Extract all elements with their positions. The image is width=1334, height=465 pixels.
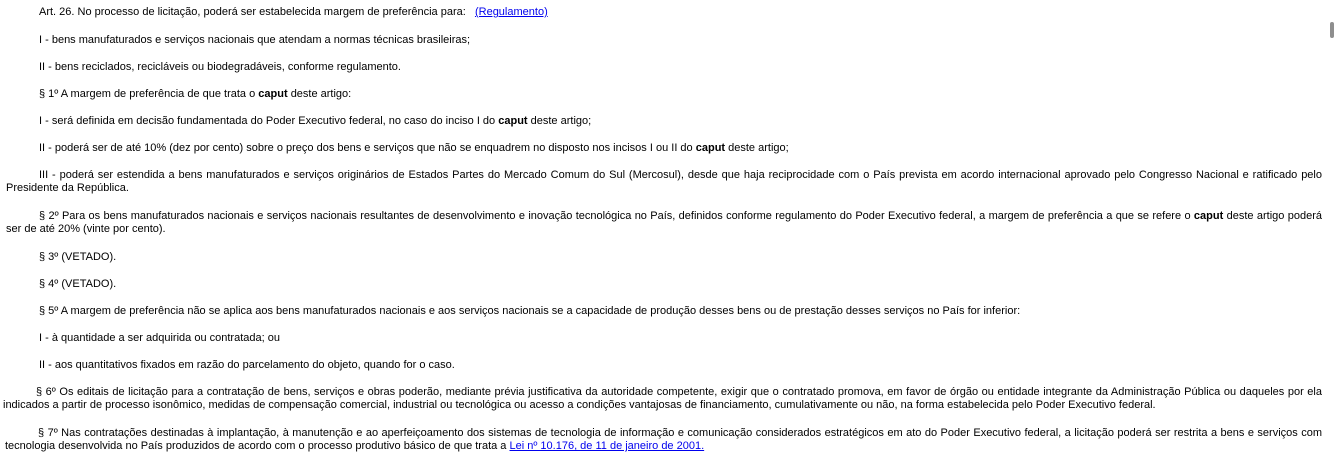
paragraph-4: § 4º (VETADO).: [39, 278, 117, 290]
paragraph-1-inciso-ii-tail: deste artigo;: [728, 142, 789, 154]
paragraph-5-inciso-i: I - à quantidade a ser adquirida ou contratada; ou: [39, 332, 280, 344]
paragraph-5-inciso-ii: II - aos quantitativos fixados em razão do parcelamento do objeto, quando for o caso.: [39, 359, 455, 371]
inciso-i: I - bens manufaturados e serviços nacionais que atendam a normas técnicas brasileiras;: [39, 34, 471, 46]
paragraph-2-tail: deste artigo poderá ser de até 20% (vinte por cento).: [6, 210, 1322, 235]
article-26: [6, 6, 1322, 19]
scrollbar-thumb[interactable]: [1330, 22, 1334, 38]
paragraph-1-tail: deste artigo:: [290, 88, 352, 100]
paragraph-2: [6, 210, 1322, 236]
lei-10176-link[interactable]: Lei nº 10.176, de 11 de janeiro de 2001.: [509, 440, 705, 452]
paragraph-1-inciso-i-text: I - será definida em decisão fundamentada do Poder Executivo federal, no caso do inciso I do: [39, 115, 496, 127]
paragraph-1-inciso-iii: III - poderá ser estendida a bens manufaturados e serviços originários de Estados Partes do Mercado Comum do Sul (Mercosul), desde que haja reciprocidade com o País prevista em acordo internacional aprovado pelo Congresso Nacional e ratificado pelo Presidente da República.: [6, 169, 1322, 194]
paragraph-7: [5, 427, 1322, 453]
paragraph-5: § 5º A margem de preferência não se aplica aos bens manufaturados nacionais e aos serviços nacionais se a capacidade de produção desses bens ou de prestação desses serviços no País for inferior:: [39, 305, 1021, 317]
paragraph-1: [6, 88, 1322, 101]
vertical-scrollbar[interactable]: [1326, 0, 1334, 465]
paragraph-1-inciso-i: [6, 115, 1322, 128]
inciso-ii: II - bens reciclados, recicláveis ou biodegradáveis, conforme regulamento.: [39, 61, 401, 73]
paragraph-1-inciso-ii-text: II - poderá ser de até 10% (dez por cento) sobre o preço dos bens e serviços que não se enquadrem no disposto nos incisos I ou II do: [39, 142, 693, 154]
paragraph-1-inciso-i-tail: deste artigo;: [530, 115, 592, 127]
caput-term: caput: [1193, 210, 1224, 222]
paragraph-2-text: § 2º Para os bens manufaturados nacionais e serviços nacionais resultantes de desenvolvimento e inovação tecnológica no País, definidos conforme regulamento do Poder Executivo federal, a margem de preferência a que se refere o: [39, 210, 1191, 222]
article-26-text: Art. 26. No processo de licitação, poderá ser estabelecida margem de preferência para:: [39, 6, 466, 18]
paragraph-1-text: § 1º A margem de preferência de que trata o: [39, 88, 256, 100]
regulamento-link[interactable]: (Regulamento): [474, 6, 548, 18]
caput-term: caput: [258, 88, 288, 100]
paragraph-6: § 6º Os editais de licitação para a contratação de bens, serviços e obras poderão, mediante prévia justificativa da autoridade competente, exigir que o contratado promova, em favor de órgão ou entidade integrante da Administração Pública ou daqueles por ela indicados a partir de processo isonômico, medidas de compensação comercial, industrial ou tecnológica ou acesso a condições vantajosas de financiamento, cumulativamente ou não, na forma estabelecida pelo Poder Executivo federal.: [3, 386, 1322, 411]
paragraph-7-text: § 7º Nas contratações destinadas à implantação, à manutenção e ao aperfeiçoamento dos sistemas de tecnologia de informação e comunicação considerados estratégicos em ato do Poder Executivo federal, a licitação poderá ser restrita a bens e serviços com tecnologia desenvolvida no País produzidos de acordo com o processo produtivo básico de que trata a: [5, 427, 1322, 452]
paragraph-3: § 3º (VETADO).: [39, 251, 117, 263]
caput-term: caput: [695, 142, 726, 154]
caput-term: caput: [498, 115, 528, 127]
paragraph-1-inciso-ii: [6, 142, 1322, 155]
